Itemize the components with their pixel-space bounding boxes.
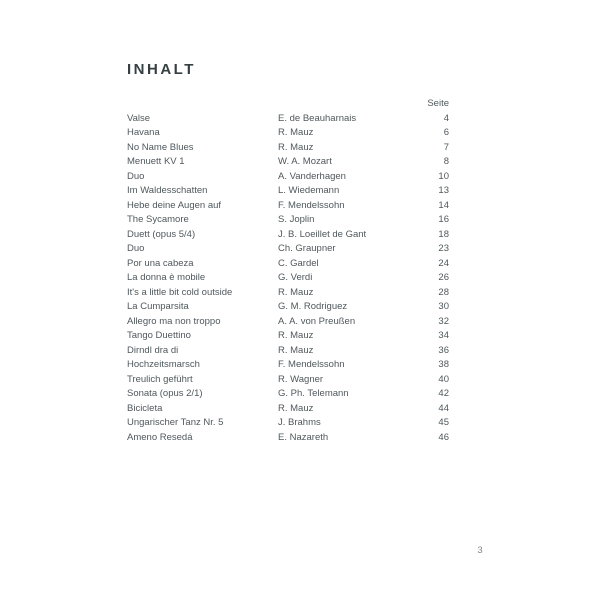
composer-name: E. Nazareth [278,431,329,443]
page-title: INHALT [127,61,196,78]
page-ref: 26 [438,272,449,283]
toc-row [127,373,449,388]
piece-title: The Sycamore [127,214,189,225]
page-ref: 45 [438,417,449,428]
piece-title: Valse [127,112,151,124]
composer-name: G. M. Rodriguez [278,301,348,312]
toc-row [127,416,449,431]
piece-title: Por una cabeza [127,257,194,269]
piece-title: Duett (opus 5/4) [127,228,196,240]
composer-name: G. Verdi [278,272,313,283]
composer-name: J. Brahms [278,417,321,428]
composer-name: R. Mauz [278,330,314,341]
piece-title: Ameno Resedá [127,431,193,443]
page-ref: 40 [438,373,449,385]
toc-rows [127,112,449,446]
composer-name: R. Mauz [278,344,314,356]
toc-row [127,315,449,330]
page-ref: 7 [443,141,449,153]
toc-row [127,155,449,170]
page-ref: 8 [443,156,449,167]
composer-name: Ch. Graupner [278,243,336,254]
toc-row [127,213,449,228]
toc-row [127,329,449,344]
composer-name: E. de Beauharnais [278,112,357,124]
piece-title: Im Waldesschatten [127,185,208,196]
page-ref: 18 [438,228,449,240]
page-ref: 34 [438,330,449,341]
piece-title: Hochzeitsmarsch [127,359,200,370]
composer-name: R. Mauz [278,286,314,298]
toc-row [127,300,449,315]
piece-title: Havana [127,127,160,138]
page-ref: 16 [438,214,449,225]
toc-row [127,170,449,185]
page-column-header: Seite [427,98,449,109]
piece-title: Menuett KV 1 [127,156,185,167]
composer-name: A. A. von Preußen [278,315,356,327]
page-ref: 30 [438,301,449,312]
toc-header-row [127,97,449,112]
composer-name: R. Mauz [278,127,314,138]
piece-title: Treulich geführt [127,373,193,385]
composer-name: S. Joplin [278,214,315,225]
page-ref: 44 [438,402,449,414]
page-ref: 14 [438,199,449,211]
piece-title: Dirndl dra di [127,344,179,356]
composer-name: R. Mauz [278,402,314,414]
piece-title: Hebe deine Augen auf [127,199,222,211]
page-ref: 46 [438,431,449,443]
page-ref: 24 [438,257,449,269]
toc-row [127,358,449,373]
page-ref: 38 [438,359,449,370]
page-ref: 10 [438,170,449,182]
toc-row [127,228,449,243]
page-number: 3 [477,545,483,556]
toc-row [127,271,449,286]
composer-name: W. A. Mozart [278,156,332,167]
toc-row [127,141,449,156]
piece-title: Allegro ma non troppo [127,315,221,327]
composer-name: A. Vanderhagen [278,170,346,182]
piece-title: No Name Blues [127,141,194,153]
composer-name: F. Mendelssohn [278,199,345,211]
piece-title: Duo [127,170,145,182]
toc-row [127,184,449,199]
page-ref: 4 [443,112,449,124]
piece-title: Tango Duettino [127,330,191,341]
composer-name: F. Mendelssohn [278,359,345,370]
page-ref: 23 [438,243,449,254]
composer-name: R. Wagner [278,373,324,385]
toc-row [127,387,449,402]
composer-name: G. Ph. Telemann [278,388,349,399]
toc-row [127,286,449,301]
toc-table [127,97,449,445]
piece-title: La donna è mobile [127,272,206,283]
page-ref: 36 [438,344,449,356]
piece-title: Sonata (opus 2/1) [127,388,203,399]
page-ref: 32 [438,315,449,327]
piece-title: Ungarischer Tanz Nr. 5 [127,417,224,428]
composer-name: J. B. Loeillet de Gant [278,228,367,240]
toc-row [127,112,449,127]
toc-row [127,126,449,141]
page-ref: 13 [438,185,449,196]
toc-row [127,344,449,359]
page-ref: 6 [443,127,449,138]
composer-name: R. Mauz [278,141,314,153]
composer-name: L. Wiedemann [278,185,340,196]
page-ref: 42 [438,388,449,399]
piece-title: It's a little bit cold outside [127,286,233,298]
composer-name: C. Gardel [278,257,319,269]
piece-title: Bicicleta [127,402,163,414]
piece-title: Duo [127,243,145,254]
page-ref: 28 [438,286,449,298]
toc-row [127,257,449,272]
toc-row [127,242,449,257]
toc-row [127,199,449,214]
toc-row [127,431,449,446]
piece-title: La Cumparsita [127,301,189,312]
toc-row [127,402,449,417]
